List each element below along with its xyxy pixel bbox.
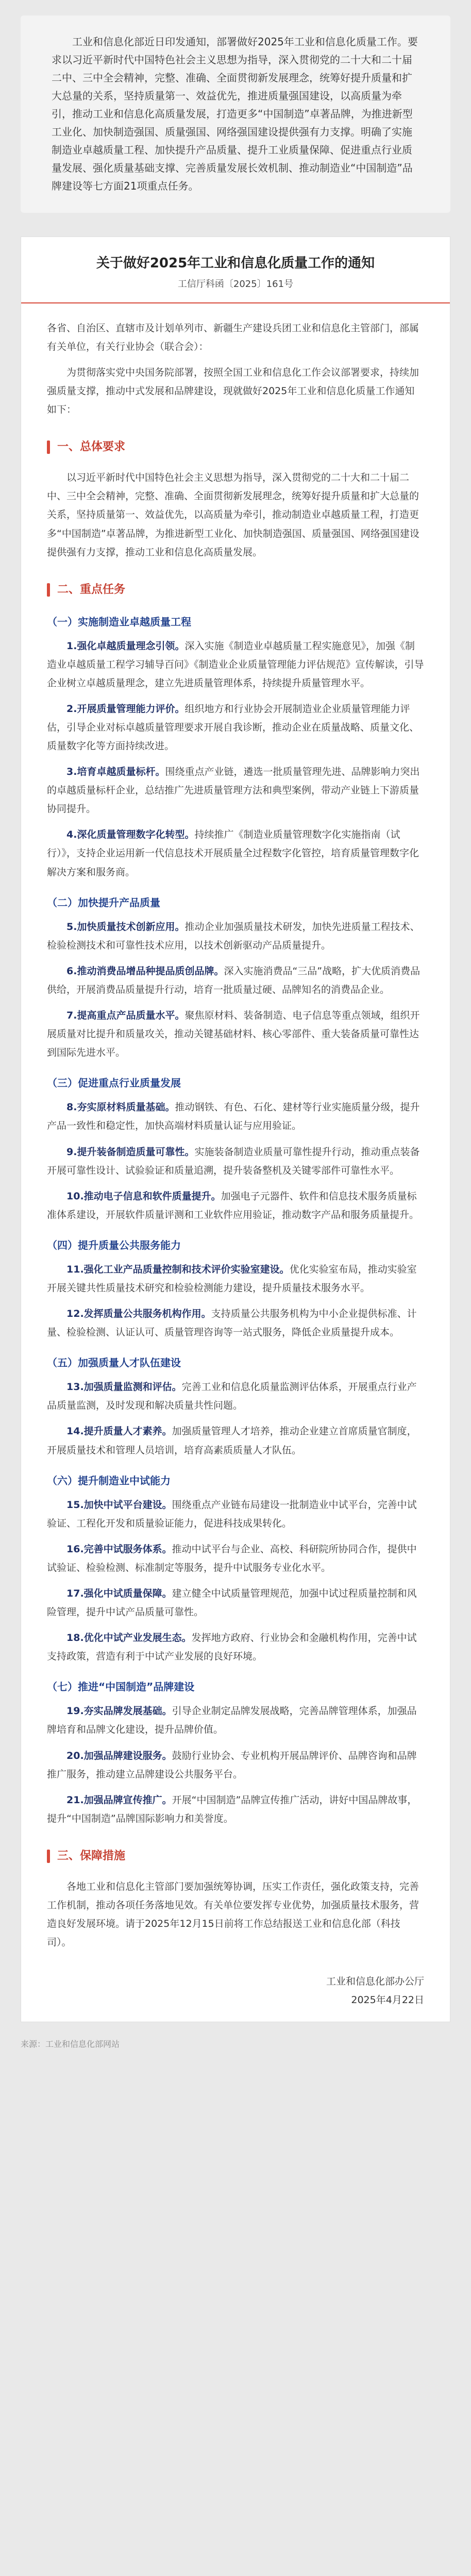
signature-org: 工业和信息化部办公厅 <box>326 1976 424 1988</box>
task-groups <box>47 612 424 1828</box>
task-item-text: 实施装备制造业质量可靠性提升行动，推动重点装备开展可靠性设计、试验验证和质量追溯，提升装备整机及关键零部件可靠性水平。 <box>47 1146 420 1176</box>
section-heading-text: 三、保障措施 <box>57 1849 126 1862</box>
task-item-title: 7.提高重点产品质量水平。 <box>66 1010 185 1022</box>
task-item-title: 16.完善中试服务体系。 <box>66 1543 172 1555</box>
task-item-text: 开展“中国制造”品牌宣传推广活动，讲好中国品牌故事，提升“中国制造”品牌国际影响力和美誉度。 <box>47 1794 417 1824</box>
task-group-heading: （三）促进重点行业质量发展 <box>47 1077 181 1090</box>
task-item-text: 组织地方和行业协会开展制造业企业质量管理能力评估，引导企业对标卓越质量管理要求开展自我诊断，推动企业在质量战略、质量文化、质量数字化等方面持续改进。 <box>47 703 419 752</box>
task-item-text: 加强电子元器件、软件和信息技术服务质量标准体系建设，开展软件质量评测和工业软件应用验证，推动数字产品和服务质量提升。 <box>47 1190 419 1221</box>
section-bar <box>47 440 50 454</box>
task-item-text: 发挥地方政府、行业协会和金融机构作用，完善中试支持政策，营造有利于中试产业发展的良好环境。 <box>47 1632 417 1663</box>
task-item-text: 持续推广《制造业质量管理数字化实施指南（试行）》，支持企业运用新一代信息技术开展质量全过程数字化管控，培育质量管理数字化解决方案和服务商。 <box>47 829 419 878</box>
task-item-text: 围绕重点产业链，遴选一批质量管理先进、品牌影响力突出的卓越质量标杆企业，总结推广先进质量管理方法和典型案例，带动产业链上下游质量协同提升。 <box>47 766 420 815</box>
task-item-title: 18.优化中试产业发展生态。 <box>66 1632 192 1644</box>
task-item-title: 12.发挥质量公共服务机构作用。 <box>66 1308 211 1320</box>
section-heading-text: 一、总体要求 <box>57 440 126 454</box>
task-item-title: 21.加强品牌宣传推广。 <box>66 1794 172 1806</box>
task-item <box>47 1496 424 1533</box>
task-item-text: 围绕重点产业链布局建设一批制造业中试平台，完善中试验证、工程化开发和质量验证能力，促进科技成果转化。 <box>47 1499 417 1529</box>
document <box>21 236 450 2022</box>
task-item <box>47 825 424 881</box>
task-item <box>47 1747 424 1784</box>
task-item <box>47 1098 424 1135</box>
task-item <box>47 1304 424 1342</box>
task-group-heading: （六）提升制造业中试能力 <box>47 1474 171 1487</box>
task-item <box>47 1540 424 1577</box>
task-item-text: 引导企业制定品牌发展战略，完善品牌管理体系，加强品牌培育和品牌文化建设，提升品牌价值。 <box>47 1705 417 1736</box>
task-item-title: 14.提升质量人才素养。 <box>66 1426 172 1437</box>
task-item <box>47 700 424 755</box>
task-item <box>47 1187 424 1224</box>
document-number: 工信厅科函〔2025〕161号 <box>177 279 294 290</box>
task-item-text: 聚焦原材料、装备制造、电子信息等重点领域，组织开展质量对比提升和质量攻关，推动关键基础材料、核心零部件、重大装备质量可靠性达到国际先进水平。 <box>47 1010 420 1059</box>
section-heading-1 <box>47 436 424 458</box>
task-item-title: 8.夯实原材料质量基础。 <box>66 1101 175 1113</box>
task-item <box>47 762 424 818</box>
section-1-text: 以习近平新时代中国特色社会主义思想为指导，深入贯彻党的二十大和二十届二中、三中全会精神，完整、准确、全面贯彻新发展理念，统筹好提升质量和扩大总量的关系，坚持质量第一、效益优先，以高质量为牵引，推动制造业卓越质量工程，打造更多“中国制造”卓著品牌，为推进新型工业化、加快制造强国、质量强国、网络强国建设提供强有力支撑，推动工业和信息化高质量发展。 <box>47 472 419 558</box>
task-item-title: 11.强化工业产品质量控制和技术评价实验室建设。 <box>66 1263 290 1275</box>
recipients: 各省、自治区、直辖市及计划单列市、新疆生产建设兵团工业和信息化主管部门，部属有关单位，有关行业协会（联合会）： <box>47 323 419 353</box>
summary-block <box>21 15 450 213</box>
source-note: 来源：工业和信息化部网站 <box>21 2039 120 2049</box>
task-item-title: 20.加强品牌建设服务。 <box>66 1750 172 1761</box>
document-title: 关于做好2025年工业和信息化质量工作的通知 <box>96 256 375 271</box>
task-item-text: 支持质量公共服务机构为中小企业提供标准、计量、检验检测、认证认可、质量管理咨询等一站式服务，降低企业质量提升成本。 <box>47 1308 417 1338</box>
task-item-text: 完善工业和信息化质量监测评估体系，开展重点行业产品质量监测，及时发现和解决质量共性问题。 <box>47 1381 417 1412</box>
task-item-title: 4.深化质量管理数字化转型。 <box>66 829 195 841</box>
intro-paragraph: 为贯彻落实党中央国务院部署，按照全国工业和信息化工作会议部署要求，持续加强质量支撑，推动中式发展和品牌建设，现就做好2025年工业和信息化质量工作通知如下： <box>47 367 419 416</box>
task-item-title: 1.强化卓越质量理念引领。 <box>66 640 185 652</box>
signature-date: 2025年4月22日 <box>351 1994 424 2006</box>
task-group-heading: （一）实施制造业卓越质量工程 <box>47 615 191 628</box>
task-item <box>47 1422 424 1459</box>
task-item-title: 3.培育卓越质量标杆。 <box>66 766 165 778</box>
task-item-title: 17.强化中试质量保障。 <box>66 1588 172 1599</box>
task-item-title: 15.加快中试平台建设。 <box>66 1499 172 1511</box>
task-item <box>47 1260 424 1297</box>
task-item-text: 深入实施消费品“三品”战略，扩大优质消费品供给，开展消费品质量提升行动，培育一批质量过硬、品牌知名的消费品企业。 <box>47 965 420 995</box>
task-item-title: 9.提升装备制造质量可靠性。 <box>66 1146 195 1158</box>
task-item-text: 优化实验室布局，推动实验室开展关键共性质量技术研究和检验检测能力建设，提升质量技术服务水平。 <box>47 1263 417 1294</box>
task-item-text: 推动企业加强质量技术研发，加快先进质量工程技术、检验检测技术和可靠性技术应用，以技术创新驱动产品质量提升。 <box>47 921 420 951</box>
task-item-title: 19.夯实品牌发展基础。 <box>66 1705 172 1717</box>
task-group-heading: （二）加快提升产品质量 <box>47 896 160 909</box>
task-item <box>47 1629 424 1666</box>
task-group-heading: （四）提升质量公共服务能力 <box>47 1239 181 1251</box>
task-item <box>47 1702 424 1739</box>
section-3-text: 各地工业和信息化主管部门要加强统筹协调，压实工作责任，强化政策支持，完善工作机制，推动各项任务落地见效。有关单位要发挥专业优势，加强质量技术服务，营造良好发展环境。请于2025年12月15日前将工作总结报送工业和信息化部（科技司）。 <box>47 1880 419 1948</box>
task-item-text: 加强质量管理人才培养，推动企业建立首席质量官制度，开展质量技术和管理人员培训，培育高素质质量人才队伍。 <box>47 1426 417 1456</box>
summary-text: 工业和信息化部近日印发通知，部署做好2025年工业和信息化质量工作。要求以习近平新时代中国特色社会主义思想为指导，深入贯彻党的二十大和二十届二中、三中全会精神，完整、准确、全面贯彻新发展理念，统筹好提升质量和扩大总量的关系，坚持质量第一、效益优先，推进质量强国建设，以高质量为牵引，推动工业和信息化高质量发展，打造更多“中国制造”卓著品牌，为推进新型工业化、加快制造强国、质量强国、网络强国建设提供强有力支撑。明确了实施制造业卓越质量工程、加快提升产品质量、提升工业质量保障、促进重点行业质量发展、强化质量基础支撑、完善质量发展长效机制、推动制造业“中国制造”品牌建设等七方面21项重点任务。 <box>52 36 418 192</box>
section-heading-2 <box>47 579 424 601</box>
page <box>0 15 471 2049</box>
task-group-heading: （五）加强质量人才队伍建设 <box>47 1357 181 1369</box>
document-body <box>21 303 450 2009</box>
task-item <box>47 1006 424 1062</box>
task-group-heading: （七）推进“中国制造”品牌建设 <box>47 1681 195 1693</box>
task-item <box>47 1378 424 1415</box>
task-item-title: 6.推动消费品增品种提品质创品牌。 <box>66 965 224 977</box>
signature <box>47 1972 424 2009</box>
section-bar <box>47 1850 50 1863</box>
task-item <box>47 1791 424 1828</box>
document-header <box>21 237 450 303</box>
task-item <box>47 1143 424 1180</box>
task-item-text: 推动钢铁、有色、石化、建材等行业实施质量分级，提升产品一致性和稳定性，加快高端材料质量认证与应用验证。 <box>47 1101 420 1132</box>
section-bar <box>47 583 50 597</box>
task-item-text: 鼓励行业协会、专业机构开展品牌评价、品牌咨询和品牌推广服务，推动建立品牌建设公共服务平台。 <box>47 1750 417 1780</box>
task-item-title: 13.加强质量监测和评估。 <box>66 1381 182 1393</box>
task-item-text: 推动中试平台与企业、高校、科研院所协同合作，提供中试验证、检验检测、标准制定等服务，提升中试服务专业化水平。 <box>47 1543 417 1573</box>
task-item <box>47 1584 424 1621</box>
task-item-title: 10.推动电子信息和软件质量提升。 <box>66 1190 221 1202</box>
task-item-text: 建立健全中试质量管理规范，加强中试过程质量控制和风险管理，提升中试产品质量可靠性。 <box>47 1588 417 1618</box>
task-item <box>47 637 424 692</box>
task-item <box>47 918 424 955</box>
task-item-text: 深入实施《制造业卓越质量工程实施意见》，加强《制造业卓越质量工程学习辅导百问》《制造业企业质量管理能力评估规范》宣传解读，引导企业树立卓越质量理念，建立先进质量管理体系，持续提升质量管理水平。 <box>47 640 424 689</box>
section-heading-text: 二、重点任务 <box>57 583 126 596</box>
task-item <box>47 962 424 999</box>
task-item-title: 2.开展质量管理能力评价。 <box>66 703 185 715</box>
section-heading-3 <box>47 1845 424 1867</box>
task-item-title: 5.加快质量技术创新应用。 <box>66 921 185 933</box>
